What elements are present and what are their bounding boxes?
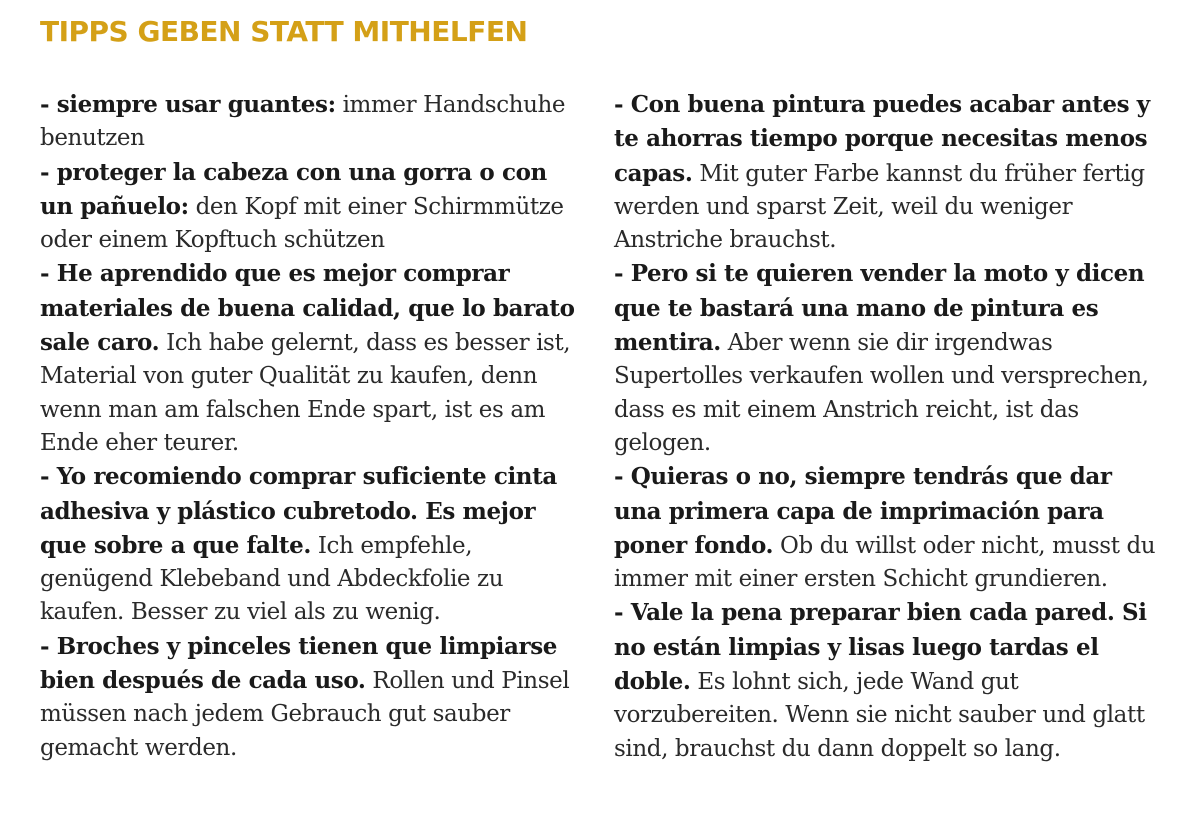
tip-item — [40, 257, 585, 460]
tip-german-translation: Aber wenn sie dir irgendwas Supertolles verkaufen wollen und versprechen, dass es mit einem Anstrich reicht, ist das gelogen. — [614, 330, 1149, 456]
tip-spanish-text: - Yo recomiendo comprar suficiente cinta adhesiva y plástico cubretodo. Es mejor que sobre a que falte. — [40, 463, 557, 559]
tips-column-right — [614, 88, 1164, 766]
tip-german-translation: den Kopf mit einer Schirmmütze oder einem Kopftuch schützen — [40, 193, 564, 254]
tip-item — [614, 257, 1164, 460]
tip-spanish-text: - Pero si te quieren vender la moto y dicen que te bastará una mano de pintura es mentira. — [614, 260, 1145, 357]
tip-item — [40, 630, 585, 765]
tip-spanish-text: - siempre usar guantes: — [40, 91, 336, 118]
tip-spanish-text: - Con buena pintura puedes acabar antes y te ahorras tiempo porque necesitas menos capas. — [614, 91, 1150, 187]
tip-item — [40, 460, 585, 629]
tip-item — [40, 156, 585, 258]
tip-spanish-text: - proteger la cabeza con una gorra o con un pañuelo: — [40, 158, 547, 220]
tip-german-translation: Ich habe gelernt, dass es besser ist, Material von guter Qualität zu kaufen, denn wenn man am falschen Ende spart, ist es am Ende eher teurer. — [40, 330, 571, 456]
tip-german-translation: Ob du willst oder nicht, musst du immer mit einer ersten Schicht grundieren. — [614, 532, 1156, 593]
tip-german-translation: Es lohnt sich, jede Wand gut vorzubereiten. Wenn sie nicht sauber und glatt sind, brauchst du dann doppelt so lang. — [614, 669, 1145, 762]
tip-spanish-text: - Quieras o no, siempre tendrás que dar una primera capa de imprimación para poner fondo. — [614, 463, 1112, 559]
tip-item — [40, 88, 585, 156]
tip-spanish-text: - He aprendido que es mejor comprar materiales de buena calidad, que lo barato sale caro. — [40, 260, 575, 357]
tip-spanish-text: - Broches y pinceles tienen que limpiarse bien después de cada uso. — [40, 632, 558, 695]
tip-german-translation: immer Handschuhe benutzen — [40, 92, 566, 152]
tip-spanish-text: - Vale la pena preparar bien cada pared. Si no están limpias y lisas luego tardas el doble. — [614, 599, 1147, 696]
tip-item — [614, 88, 1164, 257]
tip-german-translation: Rollen und Pinsel müssen nach jedem Gebrauch gut sauber gemacht werden. — [40, 668, 570, 761]
tip-german-translation: Mit guter Farbe kannst du früher fertig werden und sparst Zeit, weil du weniger Anstriche brauchst. — [614, 160, 1145, 254]
tip-item — [614, 596, 1164, 765]
tip-item — [614, 460, 1164, 596]
page-title: TIPPS GEBEN STATT MITHELFEN — [40, 15, 528, 48]
tips-column-left — [40, 88, 585, 765]
tip-german-translation: Ich empfehle, genügend Klebeband und Abdeckfolie zu kaufen. Besser zu viel als zu wenig. — [40, 532, 504, 626]
